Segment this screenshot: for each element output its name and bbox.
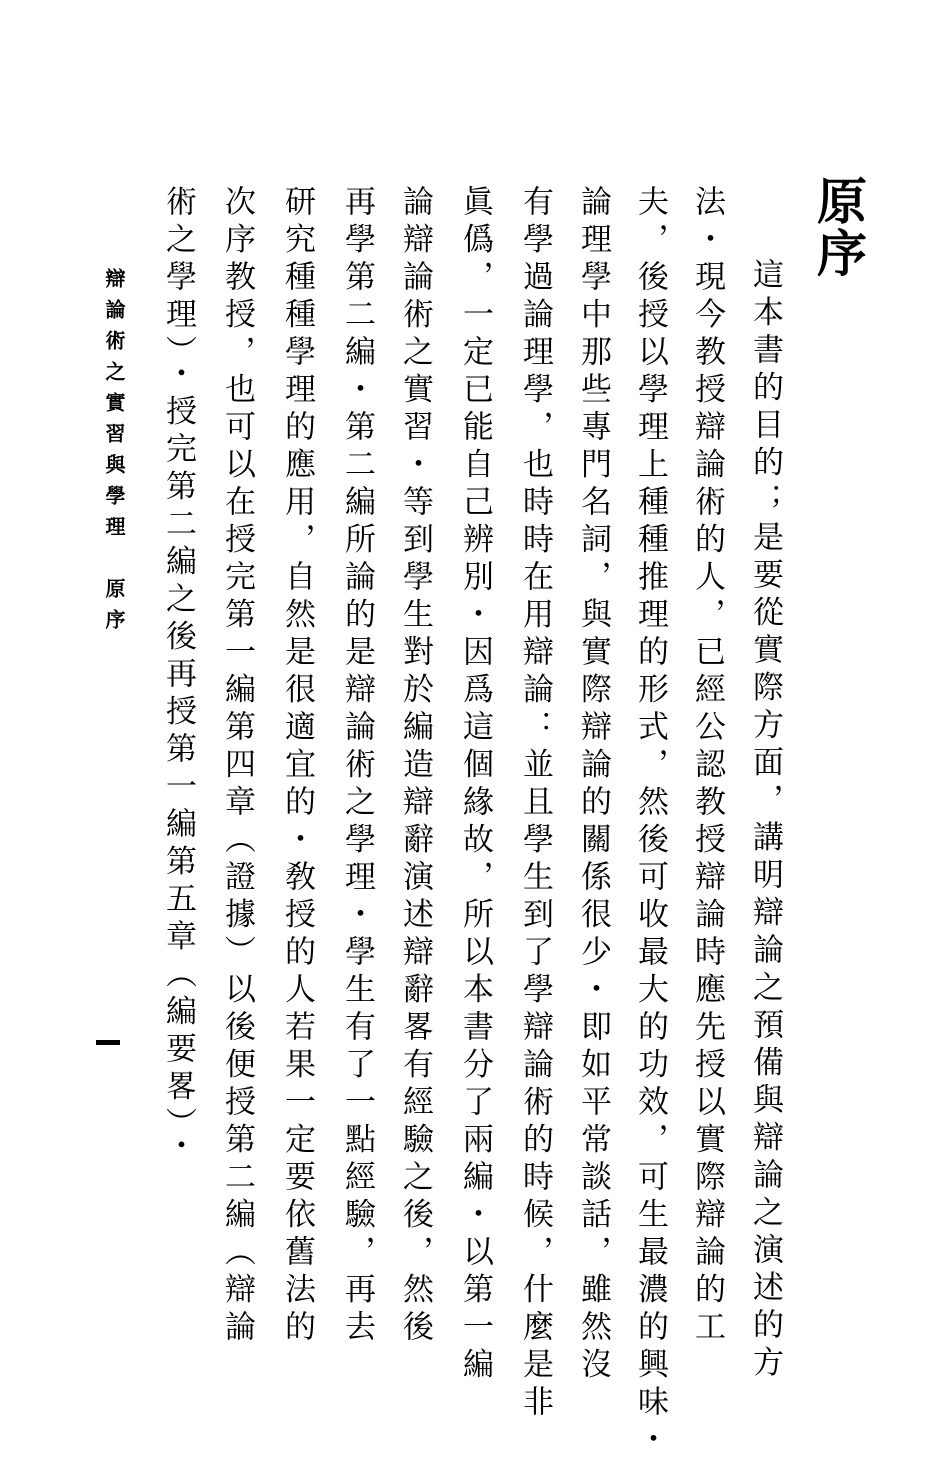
text-column-11: 術之學理）・授完第二編之後再授第一編第五章（編要畧）・ (160, 185, 196, 1167)
text-column-6: 眞僞，一定已能自己辨別・因爲這個緣故，所以本書分了兩編・以第一編 (457, 185, 493, 1385)
text-column-9: 研究種種學理的應用，自然是很適宜的・敎授的人若果一定要依舊法的 (279, 185, 315, 1348)
text-column-5: 有學過論理學，也時時在用辯論：並且學生到了學辯論術的時候，什麼是非 (517, 185, 553, 1423)
text-column-3: 夫，後授以學理上種種推理的形式，然後可收最大的功效，可生最濃的興味・ (632, 185, 668, 1460)
text-column-2: 法・現今教授辯論術的人，已經公認教授辯論時應先授以實際辯論的工 (689, 185, 725, 1348)
page-number (96, 1040, 120, 1045)
text-column-7: 論辯論術之實習・等到學生對於編造辯辭演述辯辭畧有經驗之後，然後 (397, 185, 433, 1348)
text-column-1: 這本書的目的；是要從實際方面，講明辯論之預備與辯論之演述的方 (747, 258, 783, 1383)
text-column-10: 次序教授，也可以在授完第一編第四章（證據）以後便授第二編（辯論 (219, 185, 255, 1348)
page-title: 原序 (809, 175, 868, 279)
page-number-label: 一 (96, 1045, 97, 1046)
text-column-8: 再學第二編・第二編所論的是辯論術之學理・學生有了一點經驗，再去 (339, 185, 375, 1348)
text-column-4: 論理學中那些專門名詞，與實際辯論的關係很少・即如平常談話，雖然沒 (575, 185, 611, 1385)
running-head: 辯論術之實習與學理 原序 (102, 268, 126, 640)
